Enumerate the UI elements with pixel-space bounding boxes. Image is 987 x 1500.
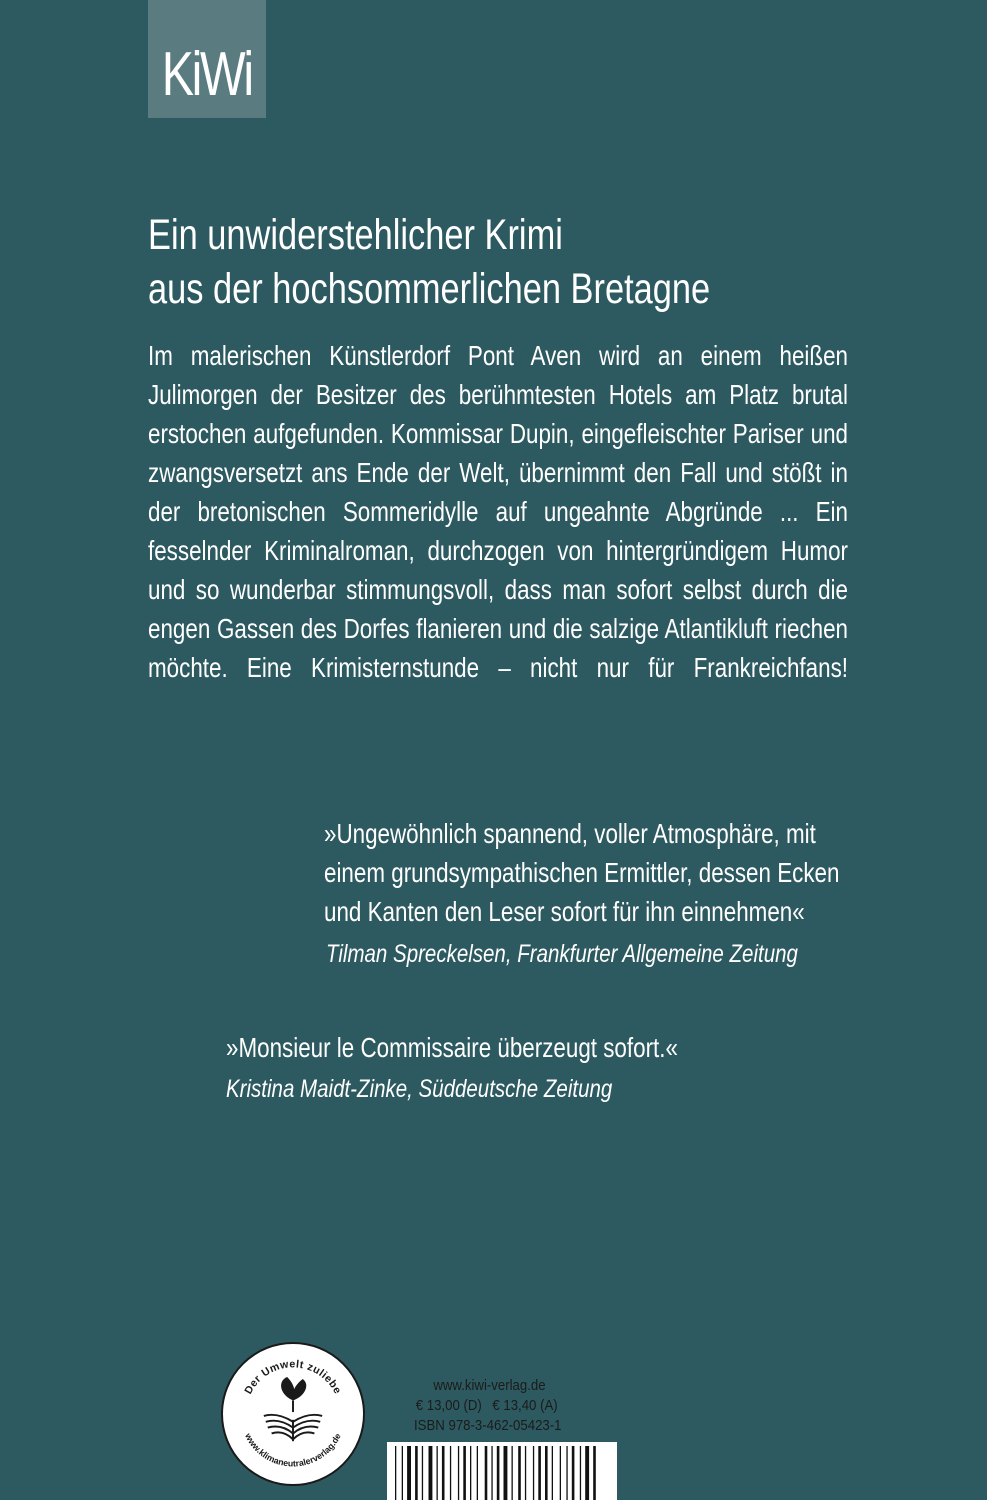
- barcode-bar: [402, 1446, 403, 1500]
- barcode-bar: [437, 1446, 438, 1500]
- quote-1-line: und Kanten den Leser sofort für ihn einnehmen«: [324, 896, 805, 927]
- barcode-bar: [429, 1446, 433, 1500]
- barcode-bar: [566, 1446, 567, 1500]
- barcode-bar: [463, 1446, 466, 1500]
- quote-1-line: »Ungewöhnlich spannend, voller Atmosphäre, mit: [324, 818, 816, 849]
- quote-1-source: Tilman Spreckelsen, Frankfurter Allgemeine Zeitung: [326, 940, 798, 968]
- seal-graphic: [223, 1344, 363, 1484]
- seal-bottom-text: www.klimaneutralerverlag.de: [243, 1431, 343, 1469]
- barcode-bar: [504, 1446, 508, 1500]
- barcode-bar: [442, 1446, 445, 1500]
- blurb-text: Im malerischen Künstlerdorf Pont Aven wird an einem heißen Julimorgen der Besitzer des berühmtesten Hotels am Platz brutal erstochen aufgefunden. Kommissar Dupin, eingefleischter Pariser und zwangsversetzt ans Ende der Welt, übernimmt den Fall und stößt in der bretonischen Sommeridylle auf ungeahnte Abgründe ... Ein fesselnder Kriminalroman, durchzogen von hintergründigem Humor und so wunderbar stimmungsvoll, dass man sofort selbst durch die engen Gassen des Dorfes flanieren und die salzige Atlantikluft riechen möchte. Eine Krimisternstunde – nicht nur für Frankreichfans!: [148, 340, 848, 683]
- quote-2-source: Kristina Maidt-Zinke, Süddeutsche Zeitung: [226, 1075, 613, 1103]
- quote-1: [324, 814, 839, 931]
- barcode-bar: [560, 1446, 561, 1500]
- headline: [148, 208, 724, 316]
- barcode-bar: [545, 1446, 548, 1500]
- barcode-bar: [538, 1446, 541, 1500]
- barcode-bar: [491, 1446, 492, 1500]
- blurb-container: [148, 336, 848, 687]
- barcode-bar: [518, 1446, 521, 1500]
- barcode: [387, 1442, 617, 1500]
- price-germany: € 13,00 (D): [415, 1397, 482, 1414]
- publisher-url: www.kiwi-verlag.de: [433, 1377, 546, 1394]
- headline-line-2: aus der hochsommerlichen Bretagne: [148, 265, 711, 313]
- barcode-bar: [485, 1446, 488, 1500]
- seal-top-text: Der Umwelt zuliebe: [242, 1358, 344, 1397]
- barcode-bar: [580, 1446, 581, 1500]
- open-book-icon: [264, 1415, 322, 1441]
- barcode-bar: [525, 1446, 526, 1500]
- climate-neutral-seal: [221, 1342, 365, 1486]
- quote-1-line: einem grundsympathischen Ermittler, dessen Ecken: [324, 857, 840, 888]
- book-info: [414, 1376, 571, 1436]
- barcode-bar: [458, 1446, 459, 1500]
- barcode-bar: [512, 1446, 513, 1500]
- barcode-bar: [415, 1446, 418, 1500]
- quote-2: [226, 1028, 678, 1067]
- barcode-bar: [585, 1446, 589, 1500]
- barcode-bar: [450, 1446, 451, 1500]
- isbn: ISBN 978-3-462-05423-1: [414, 1417, 562, 1434]
- barcode-bar: [572, 1446, 575, 1500]
- barcode-bar: [395, 1446, 396, 1500]
- barcode-bar: [422, 1446, 423, 1500]
- barcode-bars: [387, 1442, 617, 1500]
- barcode-bar: [533, 1446, 534, 1500]
- publisher-logo: [148, 0, 266, 118]
- barcode-bar: [470, 1446, 471, 1500]
- barcode-bar: [552, 1446, 553, 1500]
- price-row: [414, 1396, 571, 1416]
- quote-2-line: »Monsieur le Commissaire überzeugt sofort.«: [226, 1032, 678, 1063]
- barcode-bar: [593, 1446, 596, 1500]
- barcode-bar: [407, 1446, 411, 1500]
- price-austria: € 13,40 (A): [492, 1397, 558, 1414]
- logo-text: KiWi: [161, 40, 253, 109]
- headline-line-1: Ein unwiderstehlicher Krimi: [148, 211, 563, 259]
- barcode-bar: [497, 1446, 500, 1500]
- barcode-bar: [477, 1446, 478, 1500]
- leaf-icon: [281, 1377, 306, 1412]
